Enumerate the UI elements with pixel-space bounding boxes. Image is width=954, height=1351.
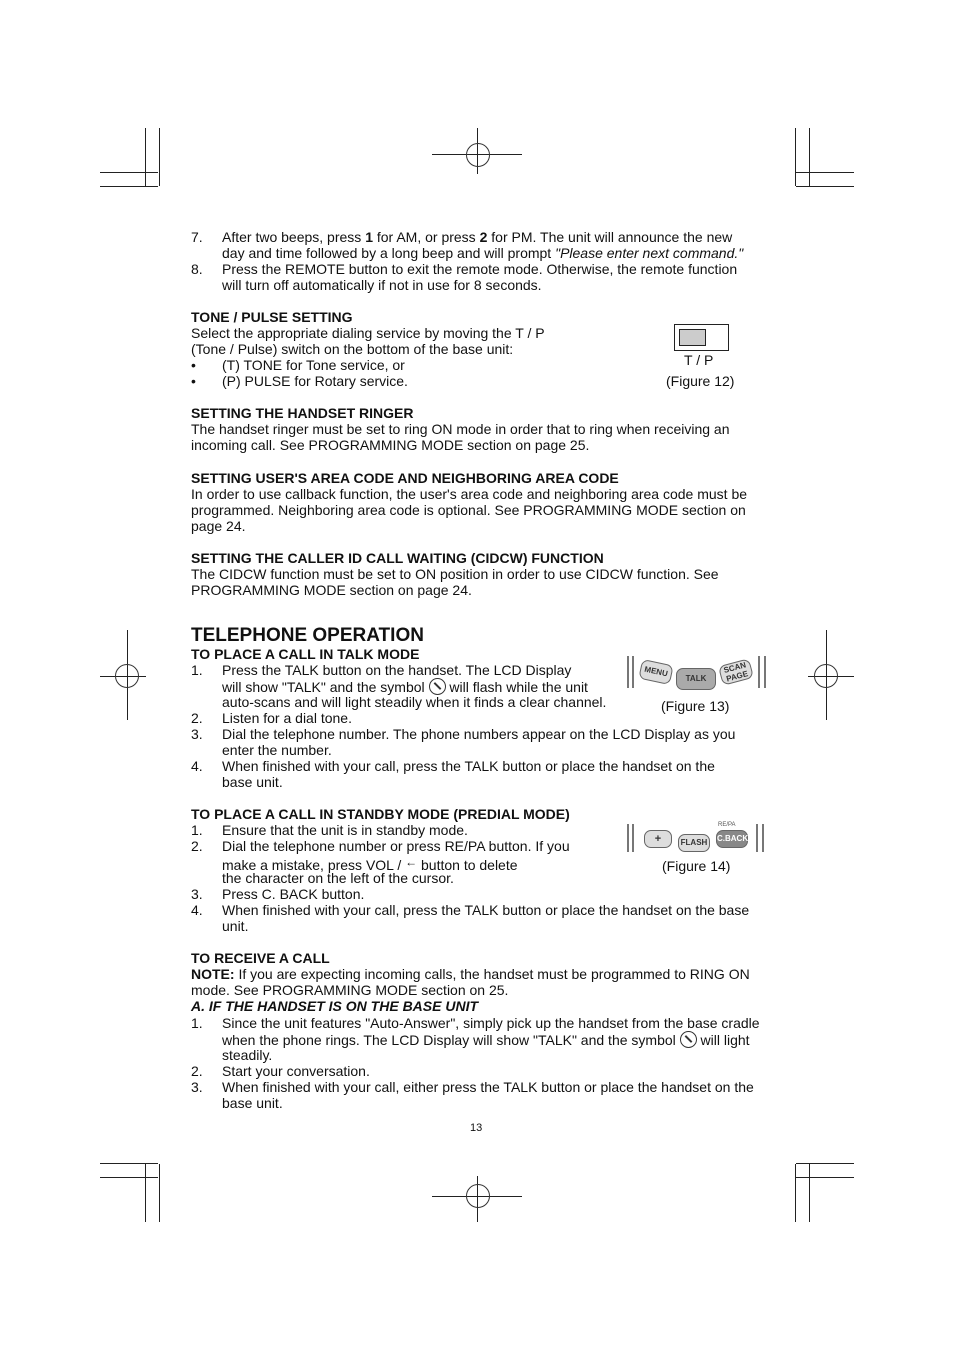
keypad-edge xyxy=(764,656,766,688)
keypad-edge xyxy=(627,656,629,688)
keypad-edge xyxy=(756,824,758,852)
tp-switch-figure xyxy=(674,324,729,351)
talk-symbol-icon xyxy=(680,1031,697,1048)
keypad-edge xyxy=(762,824,764,852)
paragraph-line: PROGRAMMING MODE section on page 24. xyxy=(191,582,472,598)
bullet-text: (T) TONE for Tone service, or xyxy=(222,357,405,373)
repa-label: RE/PA xyxy=(718,822,736,828)
keypad-edge xyxy=(632,824,634,852)
list-number: 1. xyxy=(191,662,203,678)
list-number: 3. xyxy=(191,886,203,902)
talk-symbol-icon xyxy=(429,678,446,695)
figure-caption: (Figure 14) xyxy=(662,858,731,874)
switch-label: T / P xyxy=(684,352,714,368)
page-number: 13 xyxy=(470,1122,483,1134)
crop-mark xyxy=(795,1164,796,1222)
keypad-edge xyxy=(627,824,629,852)
list-item-text: Listen for a dial tone. xyxy=(222,710,352,726)
page-section-title: TELEPHONE OPERATION xyxy=(191,625,424,646)
crop-mark xyxy=(159,1164,160,1222)
list-item-text: When finished with your call, either press the TALK button or place the handset on the xyxy=(222,1079,754,1095)
list-number: 8. xyxy=(191,261,203,277)
handset-keypad-figure-14 xyxy=(626,822,768,858)
list-item-text: base unit. xyxy=(222,1095,283,1111)
section-heading: TO RECEIVE A CALL xyxy=(191,950,330,966)
menu-key-icon: MENU xyxy=(638,659,673,685)
crop-mark xyxy=(145,1164,146,1222)
figure-caption: (Figure 13) xyxy=(661,698,730,714)
list-number: 1. xyxy=(191,1015,203,1031)
list-number: 3. xyxy=(191,726,203,742)
bullet-text: (P) PULSE for Rotary service. xyxy=(222,373,408,389)
list-item-text: unit. xyxy=(222,918,249,934)
section-heading: SETTING USER'S AREA CODE AND NEIGHBORING AREA CODE xyxy=(191,470,619,486)
list-item-text: Dial the telephone number or press RE/PA button. If you xyxy=(222,838,570,854)
talk-key-icon: TALK xyxy=(676,668,716,690)
paragraph-line: In order to use callback function, the user's area code and neighboring area code must be xyxy=(191,486,748,502)
list-item-text: Start your conversation. xyxy=(222,1063,370,1079)
crop-mark xyxy=(796,172,854,173)
paragraph-line: Select the appropriate dialing service by moving the T / P xyxy=(191,325,545,341)
note-line: NOTE: If you are expecting incoming calls, the handset must be programmed to RING ON xyxy=(191,966,750,982)
section-heading: SETTING THE HANDSET RINGER xyxy=(191,405,414,421)
left-arrow-icon: ← xyxy=(405,855,418,869)
list-item-text: day and time followed by a long beep and will prompt "Please enter next command." xyxy=(222,245,744,261)
keypad-edge xyxy=(758,656,760,688)
section-heading: TO PLACE A CALL IN STANDBY MODE (PREDIAL MODE) xyxy=(191,806,570,822)
list-item-text: Press the REMOTE button to exit the remote mode. Otherwise, the remote function xyxy=(222,261,738,277)
list-item-text: Press C. BACK button. xyxy=(222,886,365,902)
list-item-text: will show "TALK" and the symbol will flash while the unit xyxy=(222,679,588,695)
crop-mark xyxy=(796,1177,854,1178)
paragraph-line: page 24. xyxy=(191,518,246,534)
crop-mark xyxy=(100,172,158,173)
list-number: 4. xyxy=(191,758,203,774)
flash-key-icon: FLASH xyxy=(678,834,710,852)
list-item-text: After two beeps, press 1 for AM, or press 2 for PM. The unit will announce the new xyxy=(222,229,733,245)
list-item-text: when the phone rings. The LCD Display will show "TALK" and the symbol will light xyxy=(222,1032,750,1048)
figure-caption: (Figure 12) xyxy=(666,373,735,389)
paragraph-line: incoming call. See PROGRAMMING MODE section on page 25. xyxy=(191,437,590,453)
switch-knob xyxy=(679,329,706,346)
list-item-text: Ensure that the unit is in standby mode. xyxy=(222,822,468,838)
list-number: 1. xyxy=(191,822,203,838)
list-item-text: base unit. xyxy=(222,774,283,790)
crop-mark xyxy=(796,1163,854,1164)
crop-mark xyxy=(809,1164,810,1222)
crop-mark xyxy=(796,186,854,187)
registration-mark xyxy=(466,1184,490,1208)
list-item-text: steadily. xyxy=(222,1047,273,1063)
registration-mark xyxy=(115,664,139,688)
list-item-text: enter the number. xyxy=(222,742,332,758)
list-item-text: will turn off automatically if not in use for 8 seconds. xyxy=(222,277,542,293)
list-number: 7. xyxy=(191,229,203,245)
crop-mark xyxy=(100,1163,158,1164)
registration-mark xyxy=(814,664,838,688)
list-item-text: Dial the telephone number. The phone numbers appear on the LCD Display as you xyxy=(222,726,736,742)
paragraph-line: programmed. Neighboring area code is optional. See PROGRAMMING MODE section on xyxy=(191,502,746,518)
crop-mark xyxy=(809,128,810,186)
cback-key-icon: C.BACK xyxy=(716,830,748,848)
crop-mark xyxy=(159,128,160,186)
list-item-text: make a mistake, press VOL / ← button to delete xyxy=(222,855,518,873)
paragraph-line: The handset ringer must be set to ring ON mode in order that to ring when receiving an xyxy=(191,421,730,437)
section-heading: TO PLACE A CALL IN TALK MODE xyxy=(191,646,420,662)
bullet: • xyxy=(191,373,196,389)
list-item-text: When finished with your call, press the TALK button or place the handset on the base xyxy=(222,902,750,918)
crop-mark xyxy=(795,128,796,186)
list-item-text: the character on the left of the cursor. xyxy=(222,870,454,886)
section-heading: TONE / PULSE SETTING xyxy=(191,309,353,325)
plus-key-icon: + xyxy=(644,830,672,848)
crop-mark xyxy=(100,186,158,187)
list-number: 4. xyxy=(191,902,203,918)
handset-keypad-figure-13 xyxy=(626,654,768,694)
bullet: • xyxy=(191,357,196,373)
keypad-edge xyxy=(632,656,634,688)
crop-mark xyxy=(145,128,146,186)
subheading: A. IF THE HANDSET IS ON THE BASE UNIT xyxy=(191,998,479,1014)
crop-mark xyxy=(100,1177,158,1178)
list-item-text: Since the unit features "Auto-Answer", simply pick up the handset from the base cradle xyxy=(222,1015,760,1031)
registration-mark xyxy=(466,143,490,167)
list-number: 2. xyxy=(191,1063,203,1079)
list-number: 2. xyxy=(191,838,203,854)
list-item-text: When finished with your call, press the TALK button or place the handset on the xyxy=(222,758,715,774)
paragraph-line: The CIDCW function must be set to ON position in order to use CIDCW function. See xyxy=(191,566,719,582)
list-item-text: auto-scans and will light steadily when it finds a clear channel. xyxy=(222,694,607,710)
scan-page-key-icon: SCAN PAGE xyxy=(718,658,754,686)
note-line: mode. See PROGRAMMING MODE section on 25. xyxy=(191,982,509,998)
section-heading: SETTING THE CALLER ID CALL WAITING (CIDCW) FUNCTION xyxy=(191,550,604,566)
list-item-text: Press the TALK button on the handset. The LCD Display xyxy=(222,662,572,678)
list-number: 3. xyxy=(191,1079,203,1095)
list-number: 2. xyxy=(191,710,203,726)
paragraph-line: (Tone / Pulse) switch on the bottom of the base unit: xyxy=(191,341,514,357)
